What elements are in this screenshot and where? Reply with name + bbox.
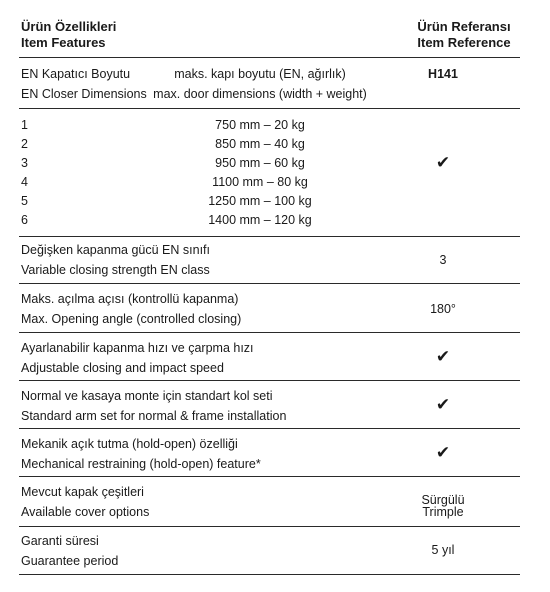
feature-label-tr: Ayarlanabilir kapanma hızı ve çarpma hızı <box>21 341 254 355</box>
divider <box>19 526 520 527</box>
reference-header <box>399 19 529 51</box>
en-size-1: 1 <box>21 118 28 132</box>
closer-label-tr: EN Kapatıcı Boyutu <box>21 67 131 81</box>
feature-label-en: Available cover options <box>21 505 150 519</box>
divider <box>19 236 520 237</box>
table-header <box>21 19 550 55</box>
en-size-2: 2 <box>21 137 28 151</box>
en-size-3: 3 <box>21 156 28 170</box>
door-dimension-3: 950 mm – 60 kg <box>215 156 305 170</box>
closer-sublabel-tr: maks. kapı boyutu (EN, ağırlık) <box>174 67 346 81</box>
cover-option-slider: Sürgülü <box>421 493 465 507</box>
divider <box>19 283 520 284</box>
checkmark-icon: ✔ <box>435 395 451 414</box>
feature-label-en: Max. Opening angle (controlled closing) <box>21 312 242 326</box>
divider <box>19 108 520 109</box>
cover-option-trimple: Trimple <box>422 505 464 519</box>
feature-label-en: Standard arm set for normal & frame installation <box>21 409 287 423</box>
reference-header-en: Item Reference <box>417 35 511 50</box>
feature-value: 180° <box>430 302 456 316</box>
divider <box>19 332 520 333</box>
feature-label-en: Variable closing strength EN class <box>21 263 210 277</box>
en-size-6: 6 <box>21 213 28 227</box>
closer-label-en: EN Closer Dimensions <box>21 87 147 101</box>
features-header-tr: Ürün Özellikleri <box>21 19 117 34</box>
feature-value: 5 yıl <box>431 543 455 557</box>
feature-label-tr: Maks. açılma açısı (kontrollü kapanma) <box>21 292 239 306</box>
closer-sublabel-en: max. door dimensions (width + weight) <box>153 87 367 101</box>
divider <box>19 428 520 429</box>
feature-label-tr: Mekanik açık tutma (hold-open) özelliği <box>21 437 238 451</box>
door-dimension-4: 1100 mm – 80 kg <box>212 175 308 189</box>
feature-label-en: Adjustable closing and impact speed <box>21 361 224 375</box>
feature-label-en: Guarantee period <box>21 554 119 568</box>
reference-header-tr: Ürün Referansı <box>417 19 511 34</box>
door-dimension-2: 850 mm – 40 kg <box>215 137 305 151</box>
divider <box>19 574 520 575</box>
door-dimension-5: 1250 mm – 100 kg <box>208 194 312 208</box>
feature-label-tr: Mevcut kapak çeşitleri <box>21 485 144 499</box>
feature-value: 3 <box>439 253 447 267</box>
divider <box>19 57 520 58</box>
features-header-en: Item Features <box>21 35 106 50</box>
checkmark-icon: ✔ <box>435 347 451 366</box>
checkmark-icon: ✔ <box>435 153 451 172</box>
checkmark-icon: ✔ <box>435 443 451 462</box>
en-size-4: 4 <box>21 175 28 189</box>
feature-label-tr: Değişken kapanma gücü EN sınıfı <box>21 243 210 257</box>
door-dimension-1: 750 mm – 20 kg <box>215 118 305 132</box>
door-dimension-6: 1400 mm – 120 kg <box>208 213 312 227</box>
divider <box>19 380 520 381</box>
feature-label-en: Mechanical restraining (hold-open) feature* <box>21 457 261 471</box>
model-code: H141 <box>428 67 458 81</box>
features-header <box>21 19 116 51</box>
divider <box>19 476 520 477</box>
feature-label-tr: Normal ve kasaya monte için standart kol seti <box>21 389 273 403</box>
feature-label-tr: Garanti süresi <box>21 534 99 548</box>
en-size-5: 5 <box>21 194 28 208</box>
